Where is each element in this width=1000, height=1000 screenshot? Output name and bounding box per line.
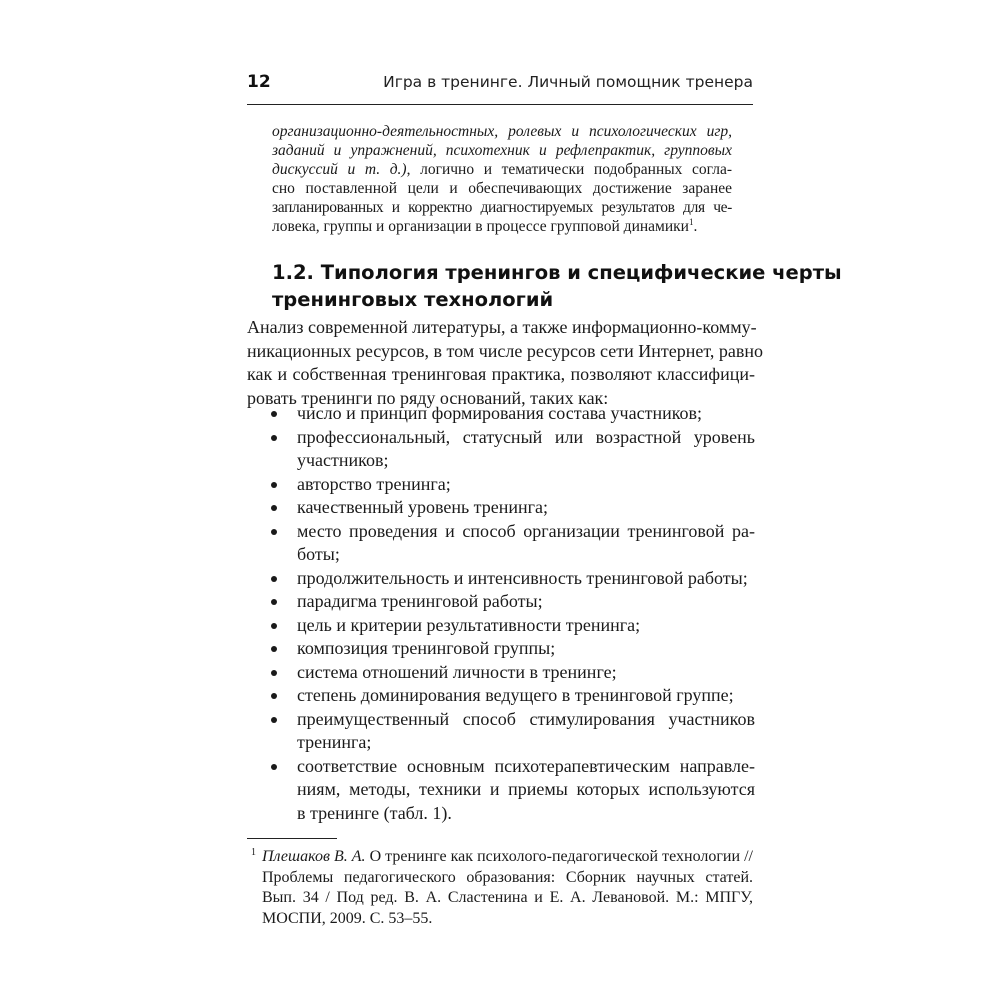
list-item-text: степень доминирования ведущего в тренинговой группе; [297, 685, 734, 705]
running-title: Игра в тренинге. Личный помощник тренера [383, 73, 753, 91]
list-item-text: соответствие основным психотерапевтическим направле- [297, 755, 755, 776]
list-item-text: тренинга; [297, 732, 372, 752]
list-item-text: композиция тренинговой группы; [297, 638, 556, 658]
bullet-icon [271, 576, 277, 582]
list-item [247, 473, 755, 497]
section-heading-line: 1.2. Типология тренингов и специфические черты [272, 261, 842, 284]
list-item [247, 684, 755, 708]
bullet-icon [271, 717, 277, 723]
bullet-icon [271, 505, 277, 511]
intro-line: запланированных и корректно диагностируемых результатов для че- [272, 199, 732, 216]
bullet-icon [271, 529, 277, 535]
section-heading-line: тренинговых технологий [272, 288, 554, 311]
footnote-line: Вып. 34 / Под ред. В. А. Сластенина и Е. А. Левановой. М.: МПГУ, [262, 889, 753, 906]
bullet-icon [271, 764, 277, 770]
page-number: 12 [247, 72, 271, 92]
list-item-text: преимущественный способ стимулирования участников [297, 708, 755, 729]
list-item-text: продолжительность и интенсивность тренинговой работы; [297, 567, 748, 588]
criteria-list [247, 402, 755, 825]
bullet-icon [271, 411, 277, 417]
section-heading [272, 259, 842, 313]
bullet-icon [271, 435, 277, 441]
body-line: Анализ современной литературы, а также информационно-комму- [247, 317, 757, 337]
list-item-text: цель и критерии результативности тренинга; [297, 614, 641, 635]
footnote-line: МОСПИ, 2009. С. 53–55. [262, 909, 433, 927]
list-item-text: система отношений личности в тренинге; [297, 661, 617, 682]
bullet-icon [271, 623, 277, 629]
list-item [247, 708, 755, 755]
body-line: никационных ресурсов, в том числе ресурсов сети Интернет, равно [247, 340, 763, 361]
bullet-icon [271, 646, 277, 652]
footnote-mark: 1 [251, 847, 256, 858]
intro-line: организационно-деятельностных, ролевых и психологических игр, [272, 123, 732, 140]
intro-line-last [272, 217, 732, 236]
list-item-text: ниям, методы, техники и приемы которых используются [297, 779, 755, 799]
bullet-icon [271, 693, 277, 699]
list-item-text: качественный уровень тренинга; [297, 497, 549, 517]
list-item [247, 637, 755, 661]
list-item-text: боты; [297, 544, 340, 564]
list-item [247, 520, 755, 567]
list-item-text: авторство тренинга; [297, 473, 451, 494]
bullet-icon [271, 599, 277, 605]
header-rule [247, 104, 753, 105]
intro-italic-fragment: дискуссий и т. д.) [272, 161, 407, 178]
list-item-text: место проведения и способ организации тренинговой ра- [297, 520, 755, 541]
bullet-icon [271, 670, 277, 676]
footnote-line-text: О тренинге как психолого-педагогической технологии // [365, 848, 753, 865]
intro-paragraph [272, 122, 732, 236]
footnote [247, 847, 753, 929]
footnote-line [247, 847, 753, 868]
list-item [247, 614, 755, 638]
footnote-author: Плешаков В. А. [262, 848, 366, 865]
list-item [247, 661, 755, 685]
intro-period: . [693, 218, 698, 235]
list-item-text: в тренинге (табл. 1). [297, 802, 452, 823]
intro-line-mixed [272, 160, 732, 179]
list-item [247, 402, 755, 426]
body-line: ровать тренинги по ряду оснований, таких как: [247, 387, 609, 408]
list-item-text: участников; [297, 450, 389, 470]
bullet-icon [271, 482, 277, 488]
list-item-text: парадигма тренинговой работы; [297, 591, 543, 611]
intro-line: заданий и упражнений, психотехник и рефлепрактик, групповых [272, 142, 732, 159]
list-item [247, 567, 755, 591]
body-paragraph [247, 316, 763, 410]
list-item [247, 496, 755, 520]
list-item-text: число и принцип формирования состава участников; [297, 403, 703, 423]
footnote-line: Проблемы педагогического образования: Сборник научных статей. [262, 868, 753, 886]
intro-line: сно поставленной цели и обеспечивающих достижение заранее [272, 180, 732, 197]
intro-regular-fragment: , логично и тематически подобранных согла- [406, 161, 732, 178]
list-item [247, 426, 755, 473]
list-item-text: профессиональный, статусный или возрастной уровень [297, 426, 755, 447]
footnote-rule [247, 838, 337, 839]
footnote-reference: 1 [688, 216, 694, 227]
list-item [247, 590, 755, 614]
intro-regular-fragment: ловека, группы и организации в процессе групповой динамики [272, 218, 689, 235]
body-line: как и собственная тренинговая практика, позволяют классифици- [247, 364, 755, 384]
list-item [247, 755, 755, 826]
running-header [247, 72, 753, 102]
